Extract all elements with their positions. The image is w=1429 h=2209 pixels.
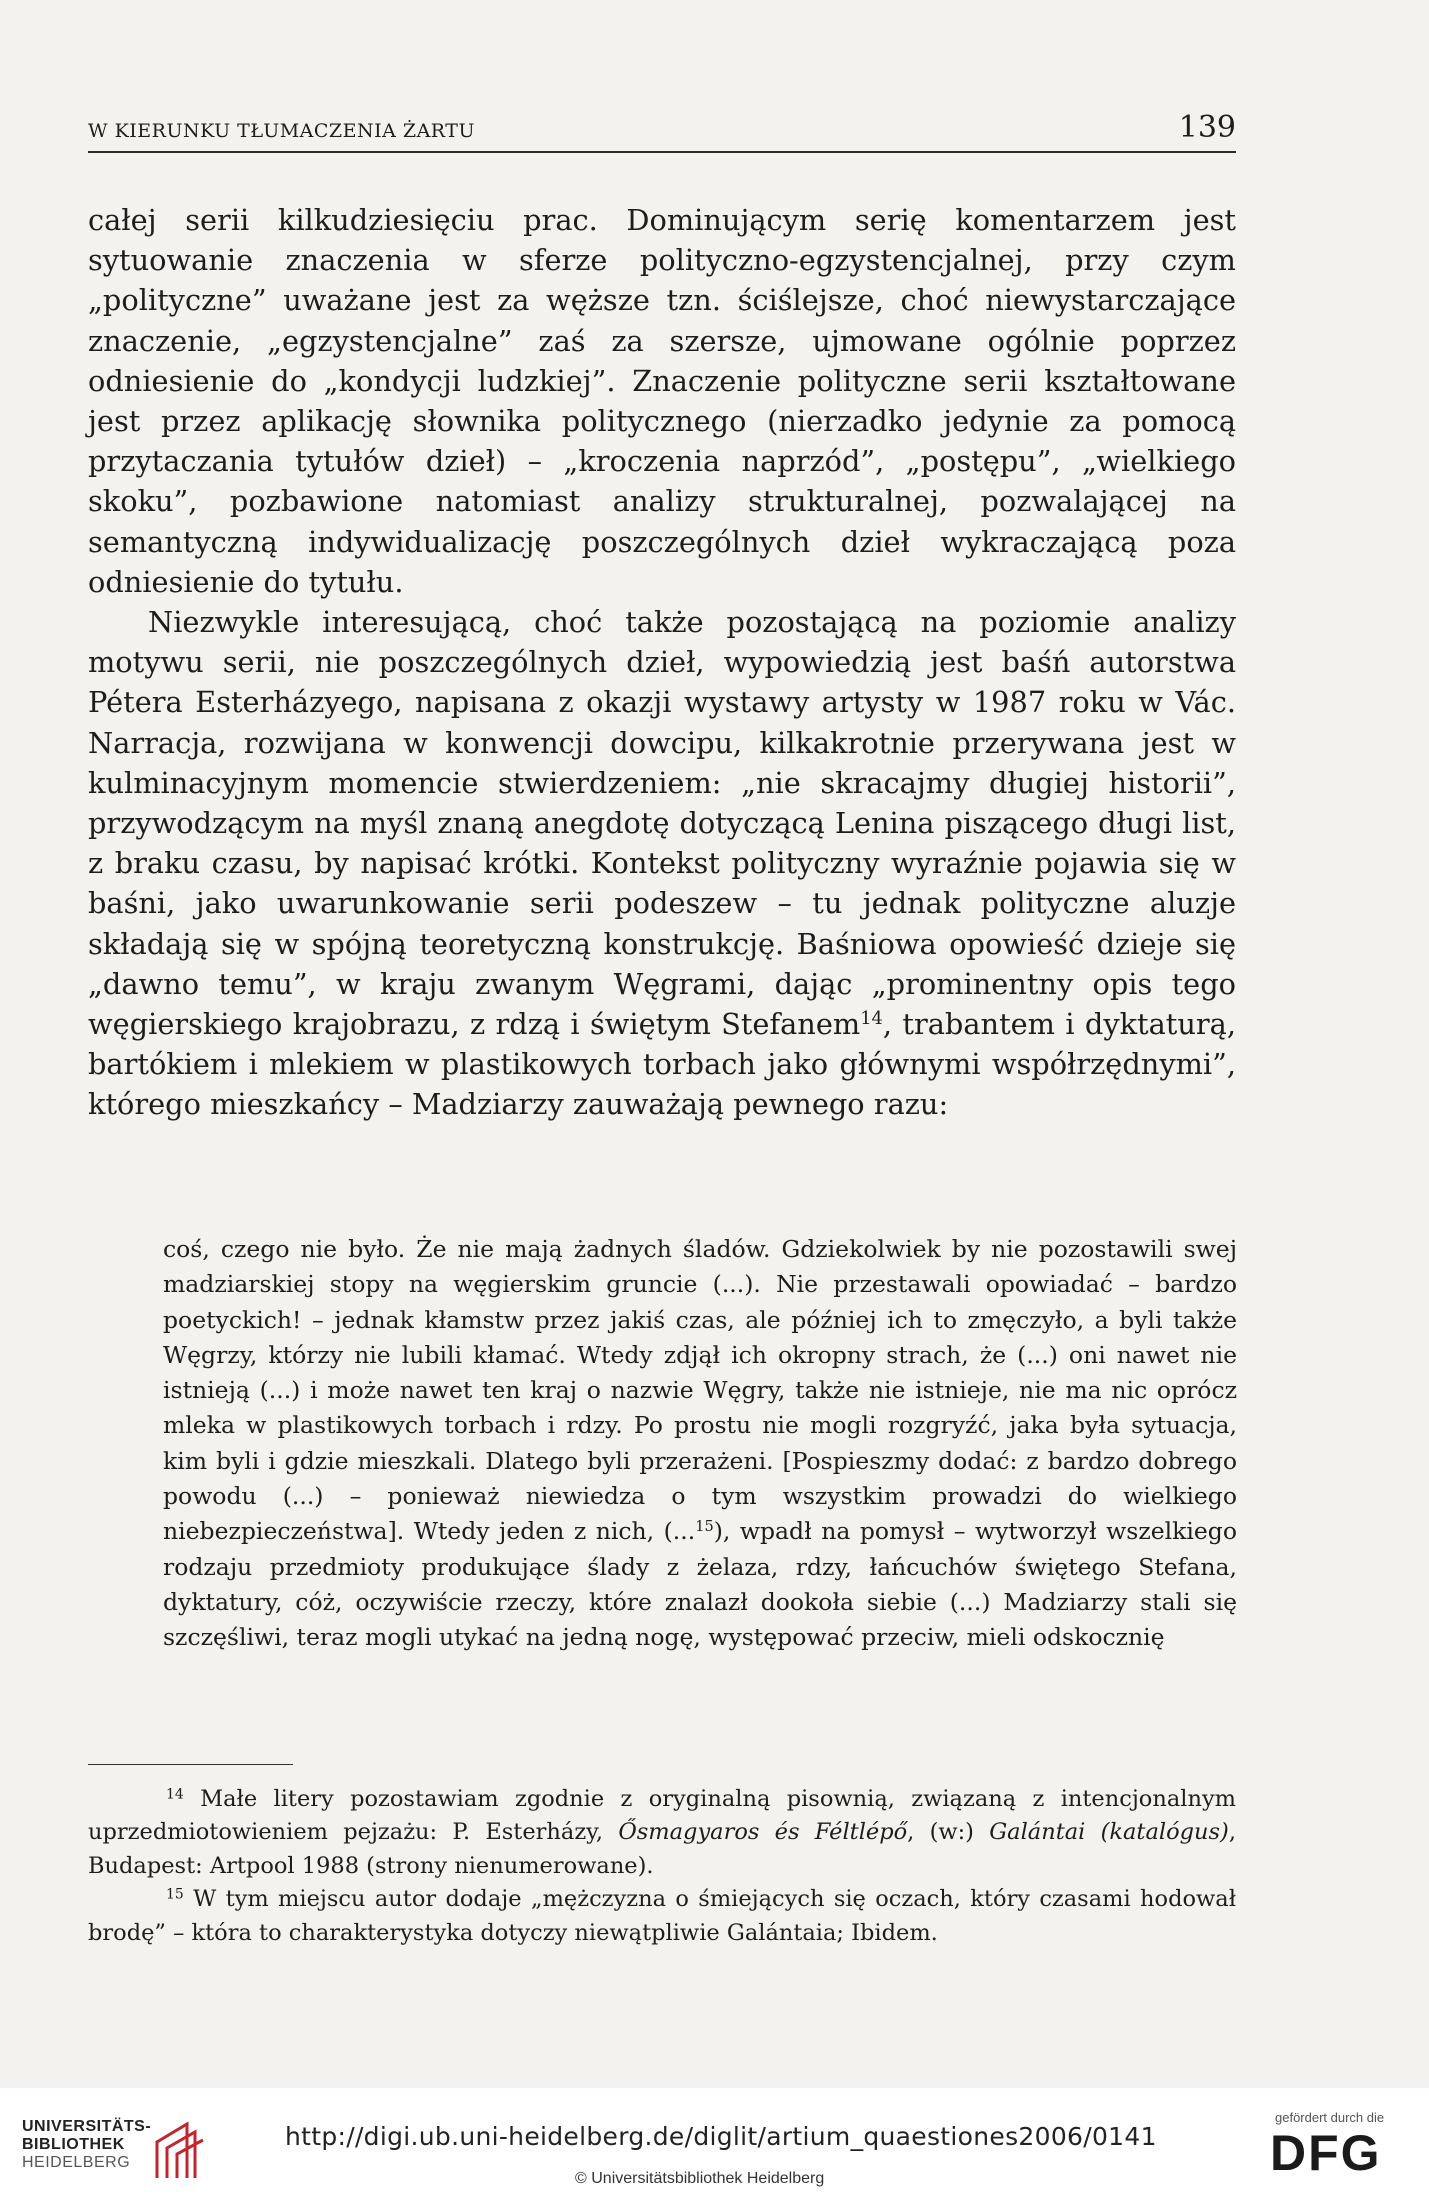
quote-text-b: ), wpadł na pomysł – wytworzył wszelkiego rodzaju przedmioty produkujące ślady z żelaza, rdzy, łańcuchów świętego Stefana, dyktatury, cóż, oczywiście rzeczy, które znalazł dookoła siebie (...) Madziarzy stali się szczęśliwi, teraz mogli utykać na jedną nogę, występować przeciw, mieli odskocznię (163, 1517, 1237, 1652)
dfg-logo[interactable] (1265, 2110, 1415, 2190)
library-logo[interactable] (22, 2118, 262, 2188)
library-line-2: BIBLIOTHEK (22, 2136, 125, 2153)
funder-logo-text: DFG (1270, 2125, 1382, 2181)
running-title: W KIERUNKU TŁUMACZENIA ŻARTU (88, 120, 475, 142)
library-line-1: UNIVERSITÄTS- (22, 2118, 152, 2135)
footnote-14-title: Ősmagyaros és Féltlépő (618, 1819, 908, 1846)
main-text (88, 200, 1236, 1125)
permalink-url[interactable]: http://digi.ub.uni-heidelberg.de/diglit/artium_quaestiones2006/0141 (285, 2122, 1157, 2151)
page-number: 139 (1178, 110, 1236, 145)
paragraph-2 (88, 602, 1236, 1125)
footnote-separator (88, 1764, 293, 1765)
paragraph-2-text-a: Niezwykle interesującą, choć także pozostającą na poziomie analizy motywu serii, nie poszczególnych dzieł, wypowiedzią jest baśń autorstwa Pétera Esterházyego, napisana z okazji wystawy artysty w 1987 roku w Vác. Narracja, rozwijana w konwencji dowcipu, kilkakrotnie przerywana jest w kulminacyjnym momencie stwierdzeniem: „nie skracajmy długiej historii”, przywodzącym na myśl znaną anegdotę dotyczącą Lenina piszącego długi list, z braku czasu, by napisać krótki. Kontekst polityczny wyraźnie pojawia się w baśni, jako uwarunkowanie serii podeszew – tu jednak polityczne aluzje składają się w spójną teoretyczną konstrukcję. Baśniowa opowieść dzieje się „dawno temu”, w kraju zwanym Węgrami, dając „prominentny opis tego węgierskiego krajobrazu, z rdzą i świętym Stefanem (88, 605, 1236, 1042)
copyright: © Universitätsbibliothek Heidelberg (575, 2170, 825, 2187)
footnote-14 (88, 1783, 1236, 1883)
footnote-14-text-c: , Budapest: Artpool 1988 (strony nienumerowane). (88, 1819, 1236, 1879)
footnotes (88, 1783, 1236, 1950)
library-emblem-icon (147, 2118, 217, 2184)
footnote-ref-15[interactable]: 15 (695, 1518, 714, 1536)
footnote-15-text: W tym miejscu autor dodaje „mężczyzna o śmiejących się oczach, który czasami hodował brodę” – która to charakterystyka dotyczy niewątpliwie Galántaia; Ibidem. (88, 1886, 1236, 1946)
footer-bar (0, 2088, 1429, 2209)
block-quote (163, 1232, 1237, 1656)
quote-text (163, 1232, 1237, 1656)
footnote-15-number: 15 (166, 1886, 184, 1903)
funder-caption: gefördert durch die (1275, 2110, 1385, 2125)
quote-text-a: coś, czego nie było. Że nie mają żadnych śladów. Gdziekolwiek by nie pozostawili swej madziarskiej stopy na węgierskim gruncie (...). Nie przestawali opowiadać – bardzo poetyckich! – jednak kłamstw przez jakiś czas, ale później ich to zmęczyło, a byli także Węgrzy, którzy nie lubili kłamać. Wtedy zdjął ich okropny strach, że (...) oni nawet nie istnieją (...) i może nawet ten kraj o nazwie Węgry, także nie istnieje, nie ma nic oprócz mleka w plastikowych torbach i rdzy. Po prostu nie mogli rozgryźć, jaka była sytuacja, kim byli i gdzie mieszkali. Dlatego byli przerażeni. [Pospieszmy dodać: z bardzo dobrego powodu (...) – ponieważ niewiedza o tym wszystkim prowadzi do wielkiego niebezpieczeństwa]. Wtedy jeden z nich, (... (163, 1235, 1237, 1546)
footnote-14-number: 14 (166, 1786, 184, 1803)
footnote-ref-14[interactable]: 14 (860, 1008, 883, 1030)
running-header (88, 110, 1236, 153)
paragraph-1: całej serii kilkudziesięciu prac. Dominującym serię komentarzem jest sytuowanie znaczenia w sferze polityczno-egzystencjalnej, przy czym „polityczne” uważane jest za węższe tzn. ściślejsze, choć niewystarczające znaczenie, „egzystencjalne” zaś za szersze, ujmowane ogólnie poprzez odniesienie do „kondycji ludzkiej”. Znaczenie polityczne serii kształtowane jest przez aplikację słownika politycznego (nierzadko jedynie za pomocą przytaczania tytułów dzieł) – „kroczenia naprzód”, „postępu”, „wielkiego skoku”, pozbawione natomiast analizy strukturalnej, pozwalającej na semantyczną indywidualizację poszczególnych dzieł wykraczającą poza odniesienie do tytułu. (88, 203, 1236, 599)
paragraph-2-text-b: , trabantem i dyktaturą, bartókiem i mlekiem w plastikowych torbach jako głównymi współrzędnymi”, którego mieszkańcy – Madziarzy zauważają pewnego razu: (88, 1007, 1236, 1122)
footnote-15 (88, 1883, 1236, 1950)
footnote-14-text-b: , (w:) (907, 1819, 990, 1846)
footnote-14-text-a: Małe litery pozostawiam zgodnie z oryginalną pisownią, związaną z intencjonalnym uprzedmiotowieniem pejzażu: P. Esterházy, (88, 1786, 1236, 1846)
library-line-3: HEIDELBERG (22, 2154, 131, 2171)
footnote-14-title-2: Galántai (katalógus) (989, 1819, 1229, 1846)
